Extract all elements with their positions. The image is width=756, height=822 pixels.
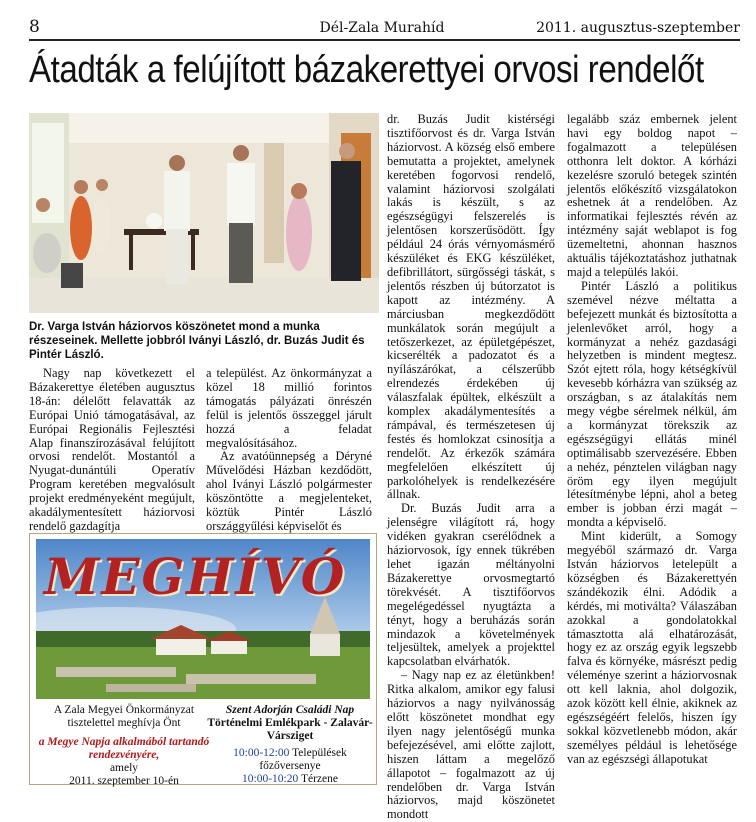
invitation-image bbox=[36, 539, 370, 699]
schedule-text: Térzene bbox=[300, 773, 338, 785]
paragraph: a települést. Az önkormányzat a közel 18 millió forintos támogatás pályázati önrészén felül is jelentős összeggel járult hozzá a feladat megvalósításához. bbox=[206, 366, 372, 450]
paragraph: Mint kiderült, a Somogy megyéből származó dr. Varga István háziorvos letelepült a községben és Bázakerettyén szándékozik élni. Adódik a kérdés, mi motiválta? Válaszában azokkal a gondolatokkal támasztotta alá elhatározását, hogy ez az ország egyik legszebb falva és környéke, másrészt pedig véleménye szerint a háziorvosnak ott kell laknia, ahol dolgozik, azok között kell élnie, akiknek az egészségéért felelős, hiszen így sokkal közvetlenebb módon, akár személyes például is lehetősége van az egészségi állapotukat bbox=[567, 529, 737, 766]
article-column-4 bbox=[567, 113, 737, 767]
article-photo bbox=[29, 113, 379, 313]
invitation-occasion: a Megye Napja alkalmából tartandó rendezvényére, bbox=[38, 736, 210, 761]
paragraph: legalább száz embernek jelent havi egy boldog napot – fogalmazott a településen otthonra lelt doktor. A kórházi kezelésre szoruló betegek szintén jelentős előkészítő vizsgálatokon eshetnek át a rendelőben. Az informatikai fejlesztés révén az intézmény saját weblapot is fog üzemeltetni, ahonnan hasznos aktuális tájékoztatáshoz juthatnak majd a település lakói. bbox=[567, 112, 737, 279]
paragraph: – Nagy nap ez az életünkben! Ritka alkalom, amikor egy falusi háziorvos a nagy nyilvánosság előtt köszönetet mondhat egy ilyen nagy jelentőségű munka befejezésével, ami előtte zajlott, hiszen láttam a megelőző állapotot – fogalmazott az új rendelőben dr. Varga István háziorvos, majd köszönetet mondott bbox=[387, 668, 555, 822]
schedule-item bbox=[206, 747, 374, 773]
invitation-venue: Történelmi Emlékpark - Zalavár-Vársziget bbox=[207, 717, 373, 742]
schedule-text: Települések főzőversenye bbox=[259, 747, 347, 772]
paragraph: dr. Buzás Judit kistérségi tisztifőorvost és dr. Varga István háziorvost. A község első embere bemutatta a projektet, amelynek keretében fogorvosi rendelő, valamint háziorvosi szolgálati lakás is készült, s az egészségügyi felszerelés is jelentősen korszerűsödött. Így például 24 órás vérnyomásmérő készüléket és EKG készüléket, defibrillátort, sürgősségi táskát, s jelentős részben új bútorzatot is kapott az intézmény. A márciusban megkezdődött munkálatok során megújult a tetőszerkezet, az épületgépészet, kicserélték a padozatot és a nyílászárókat, a célszerűbb elrendezés érdekében új válaszfalak épültek, elkészült a komplex akadálymentesítés a rámpával, és természetesen új festés és homlokzat csinosítja a rendelőt. Az érkezők számára megfelelően elkészített új parkolóhelyek is rendelkezésére állnak. bbox=[387, 112, 555, 502]
schedule-item bbox=[206, 773, 374, 786]
invitation-left-text bbox=[34, 704, 214, 788]
paragraph: Az avatóünnepség a Déryné Művelődési Házban kezdődött, ahol Iványi László polgármester köszöntötte a megjelenteket, köztük Pintér László országgyűlési képviselőt és bbox=[206, 449, 372, 533]
invitation-right-text bbox=[206, 704, 374, 786]
paragraph: Dr. Buzás Judit arra a jelenségre világított rá, hogy vidéken gyakran cserélődnek a háziorvosok, így ennek tükrében lehet igazán méltányolni Bázakerettye orvosmegtartó törekvését. A tisztifőorvos megelégedéssel nyugtázta a tényt, hogy a beruházás során mindazok a követelmények teljesültek, amelyek a projekttel kapcsolatban elvárhatók. bbox=[387, 501, 555, 669]
invitation-amely: amely bbox=[109, 762, 139, 774]
article-column-1 bbox=[29, 367, 195, 534]
schedule-time: 10:00-12:00 bbox=[233, 747, 290, 759]
article-column-3 bbox=[387, 113, 555, 822]
page-number: 8 bbox=[29, 17, 40, 37]
photo-scene bbox=[29, 113, 379, 313]
schedule-time: 10:00-10:20 bbox=[242, 773, 299, 785]
issue-date: 2011. augusztus-szeptember bbox=[536, 20, 740, 36]
invitation-date: 2011. szeptember 10-én bbox=[69, 775, 179, 787]
invitation-title: MEGHÍVÓ bbox=[44, 547, 347, 606]
article-column-2 bbox=[206, 367, 372, 534]
article-title: Átadták a felújított bázakerettyei orvosi rendelőt bbox=[29, 49, 704, 91]
paragraph: Pintér László a politikus szemével nézve méltatta a befejezett munkát és biztosította a jelenlevőket arról, hogy a kormányzat a nehéz gazdasági helyzetben is mindent megtesz. Szót ejtett róla, hogy kétségkívül kevesebb kórházra van szükség az országban, s az átalakítás nem megy végbe sérelmek nélkül, ám a kormányzat törekszik az egészségügyi ellátás minél optimálisabb szervezésére. Ebben a nehéz, pénztelen világban nagy öröm egy ilyen megújult létesítménybe lépni, ahol a beteg ember is jobban érzi magát – mondta a képviselő. bbox=[567, 278, 737, 530]
publication-name: Dél-Zala Murahíd bbox=[319, 20, 445, 36]
header-rule bbox=[29, 39, 740, 41]
invitation-event-name: Szent Adorján Családi Nap bbox=[225, 704, 355, 716]
invitation-host: A Zala Megyei Önkormányzat tisztelettel meghívja Önt bbox=[53, 704, 195, 729]
photo-caption: Dr. Varga István háziorvos köszönetet mond a munka részeseinek. Mellette jobbról Iványi László, dr. Buzás Judit és Pintér László. bbox=[29, 321, 365, 361]
invitation-advert bbox=[29, 533, 377, 785]
paragraph: Nagy nap következett el Bázakerettye életében augusztus 18-án: délelőtt felavatták az Európai Unió támogatásával, az Európai Regionális Fejlesztési Alap finanszírozásával felújított orvosi rendelőt. Mostantól a Nyugat-dunántúli Operatív Program keretében megvalósult projekt eredményeként megújult, akadálymentesített háziorvosi rendelő gazdagítja bbox=[29, 366, 195, 533]
